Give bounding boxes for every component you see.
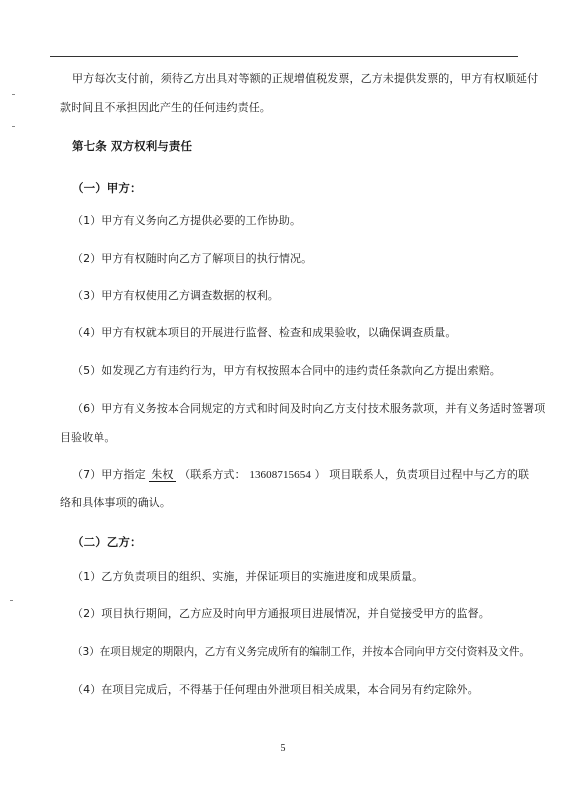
- party-a-item-6-line-1: （6）甲方有义务按本合同规定的方式和时间及时向乙方支付技术服务款项，并有义务适时签署项: [72, 402, 546, 415]
- scan-mark: [12, 126, 15, 127]
- article-title: 第七条 双方权利与责任: [72, 139, 193, 153]
- party-a-item-2: （2）甲方有权随时向乙方了解项目的执行情况。: [72, 252, 313, 265]
- contact-person-name: 朱权: [151, 468, 174, 481]
- scan-mark: [10, 600, 13, 601]
- party-a-item-6-line-2: 目验收单。: [60, 431, 116, 444]
- contact-close: ）: [314, 468, 326, 481]
- contact-label: （联系方式：: [179, 468, 246, 481]
- item-7-prefix: （7）甲方指定: [72, 468, 146, 481]
- party-b-heading: （二）乙方：: [72, 535, 142, 549]
- party-b-item-3: （3）在项目规定的期限内，乙方有义务完成所有的编制工作，并按本合同向甲方交付资料及文件。: [72, 646, 530, 658]
- party-a-item-3: （3）甲方有权使用乙方调查数据的权利。: [72, 289, 279, 302]
- contact-phone: 13608715654: [249, 469, 311, 481]
- party-b-item-4: （4）在项目完成后，不得基于任何理由外泄项目相关成果，本合同另有约定除外。: [72, 683, 479, 696]
- payment-paragraph-line-2: 款时间且不承担因此产生的任何违约责任。: [60, 101, 271, 114]
- payment-paragraph-line-1: 甲方每次支付前，须待乙方出具对等额的正规增值税发票，乙方未提供发票的，甲方有权顺延付: [72, 72, 539, 85]
- party-a-item-5: （5）如发现乙方有违约行为，甲方有权按照本合同中的违约责任条款向乙方提出索赔。: [72, 364, 501, 377]
- header-rule: [50, 56, 518, 57]
- party-a-item-4: （4）甲方有权就本项目的开展进行监督、检查和成果验收，以确保调查质量。: [72, 326, 457, 339]
- party-a-item-1: （1）甲方有义务向乙方提供必要的工作协助。: [72, 214, 302, 227]
- party-a-heading: （一）甲方：: [72, 181, 142, 195]
- party-a-item-7-line-2: 络和具体事项的确认。: [60, 496, 171, 509]
- item-7-suffix: 项目联系人，负责项目过程中与乙方的联: [329, 468, 530, 481]
- party-b-item-1: （1）乙方负责项目的组织、实施，并保证项目的实施进度和成果质量。: [72, 570, 424, 583]
- scan-mark: [12, 94, 15, 95]
- party-b-item-2: （2）项目执行期间，乙方应及时向甲方通报项目进展情况，并自觉接受甲方的监督。: [72, 607, 490, 620]
- page-number: 5: [280, 743, 286, 754]
- party-a-item-7-line-1: [72, 468, 530, 482]
